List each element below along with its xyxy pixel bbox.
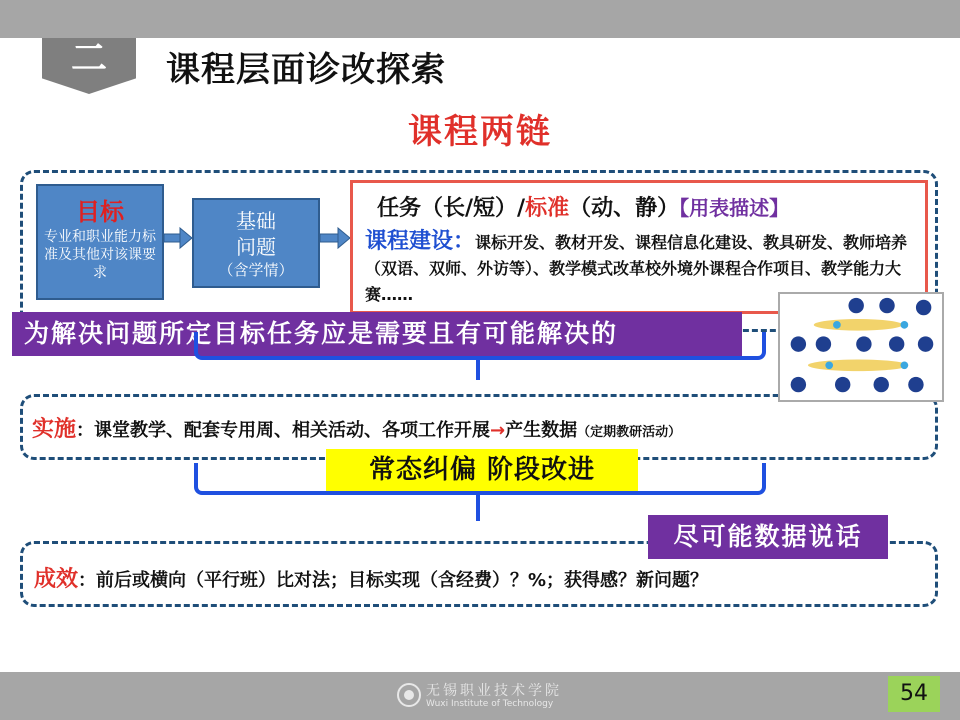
task-part1: 任务（长/短）/	[377, 196, 526, 221]
management-platform-diagram	[778, 292, 944, 402]
basic-problem-box	[192, 198, 320, 288]
outcome-body: ：前后或横向（平行班）比对法；目标实现（含经费）？%；获得感？新问题？	[78, 570, 709, 591]
task-standard: 标准	[525, 196, 570, 221]
data-banner: 尽可能数据说话	[648, 515, 888, 559]
goal-heading: 目标	[76, 198, 124, 226]
outcome-label: 成效	[34, 567, 79, 592]
course-building-label: 课程建设：	[365, 229, 476, 254]
goal-body: 专业和职业能力标准及其他对该课要求	[44, 229, 156, 281]
page-number: 54	[888, 676, 940, 712]
arrow-right-icon	[164, 226, 194, 250]
school-name-cn: 无锡职业技术学院	[426, 683, 562, 699]
bracket-1	[194, 332, 766, 360]
implementation-result: 产生数据	[505, 420, 578, 441]
task-part2: （动、静）	[569, 196, 680, 221]
basic-line1: 基础	[236, 209, 276, 233]
task-heading	[377, 191, 789, 222]
goal-box	[36, 184, 164, 300]
basic-line2: 问题	[236, 235, 276, 259]
school-name-en: Wuxi Institute of Technology	[426, 699, 554, 709]
implementation-label: 实施	[32, 417, 77, 442]
implementation-text	[32, 412, 681, 443]
top-bar	[0, 0, 960, 38]
arrow-right-icon: →	[490, 420, 506, 441]
outcome-text	[34, 562, 708, 593]
school-logo	[396, 680, 566, 714]
task-table-note: 【用表描述】	[679, 196, 790, 220]
correction-highlight: 常态纠偏 阶段改进	[326, 449, 638, 491]
bracket-stem-2	[476, 493, 480, 521]
implementation-note: （定期教研活动）	[577, 425, 682, 440]
problem-banner: 为解决问题所定目标任务应是需要且有可能解决的	[12, 312, 742, 356]
bracket-stem-1	[476, 358, 480, 380]
arrow-right-icon	[320, 226, 352, 250]
basic-note: （含学情）	[218, 261, 294, 279]
slide-title: 课程层面诊改探索	[166, 50, 446, 90]
implementation-body: ：课堂教学、配套专用周、相关活动、各项工作开展	[76, 420, 491, 441]
slide-subtitle: 课程两链	[408, 112, 552, 152]
section-number: 二	[70, 38, 107, 79]
course-building-text: 课标开发、教材开发、课程信息化建设、教具研发、教师培养（双语、双师、外访等）、教学模式改革校外境外课程合作项目、教学能力大赛……	[365, 233, 908, 304]
school-emblem-icon	[396, 682, 422, 708]
